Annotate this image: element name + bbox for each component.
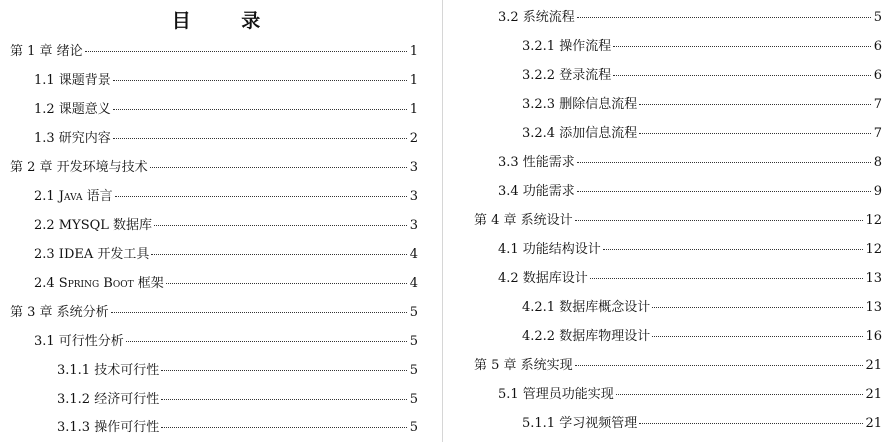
toc-entry-text: 第 2 章 开发环境与技术 (10, 160, 148, 175)
toc-entry-subsection[interactable] (57, 418, 418, 438)
toc-page-number: 2 (409, 131, 418, 146)
toc-leader-dots (613, 75, 871, 76)
toc-entry-text: 1.2 课题意义 (34, 102, 111, 117)
toc-entry-subsection[interactable] (57, 390, 418, 410)
toc-entry-text: 第 3 章 系统分析 (10, 305, 109, 320)
toc-entry-section[interactable] (34, 129, 418, 149)
toc-leader-dots (85, 51, 407, 52)
toc-leader-dots (150, 167, 407, 168)
toc-leader-dots (113, 138, 407, 139)
toc-leader-dots (575, 365, 864, 366)
toc-page-number: 5 (409, 363, 418, 378)
toc-leader-dots (577, 162, 871, 163)
toc-leader-dots (652, 336, 863, 337)
toc-leader-dots (639, 423, 863, 424)
toc-entry-text: 2.2 MYSQL 数据库 (34, 218, 153, 233)
toc-entry-chapter[interactable] (10, 303, 418, 323)
toc-entry-text: 3.2.3 删除信息流程 (522, 97, 638, 112)
toc-page-number: 12 (865, 213, 882, 228)
toc-page-number: 1 (409, 73, 418, 88)
toc-entry-text: 3.1.2 经济可行性 (57, 392, 160, 407)
toc-page-number: 13 (865, 300, 882, 315)
toc-entry-section[interactable] (498, 182, 882, 202)
toc-entry-text: 3.4 功能需求 (498, 184, 575, 199)
toc-leader-dots (577, 17, 871, 18)
toc-page-number: 5 (409, 392, 418, 407)
toc-entry-text: 4.2 数据库设计 (498, 271, 588, 286)
toc-entry-subsection[interactable] (522, 66, 882, 86)
toc-page-number: 3 (409, 160, 418, 175)
toc-entry-chapter[interactable] (474, 356, 882, 376)
toc-entry-section[interactable] (498, 8, 882, 28)
toc-page-number: 13 (865, 271, 882, 286)
toc-page-left (0, 0, 432, 442)
toc-leader-dots (590, 278, 864, 279)
toc-entry-text: 3.1.1 技术可行性 (57, 363, 160, 378)
toc-leader-dots (161, 370, 407, 371)
toc-leader-dots (161, 399, 407, 400)
toc-leader-dots (161, 427, 407, 428)
toc-page-number: 21 (865, 358, 882, 373)
page-divider (442, 0, 443, 442)
toc-entry-subsection[interactable] (522, 124, 882, 144)
toc-entry-subsection[interactable] (522, 298, 882, 318)
toc-leader-dots (575, 220, 864, 221)
toc-leader-dots (613, 46, 871, 47)
toc-page-number: 21 (865, 387, 882, 402)
toc-leader-dots (652, 307, 863, 308)
toc-entry-text: 3.1.3 操作可行性 (57, 420, 160, 435)
toc-leader-dots (113, 109, 407, 110)
toc-entry-section[interactable] (34, 274, 418, 294)
toc-entry-section[interactable] (34, 216, 418, 236)
toc-page-number: 21 (865, 416, 882, 431)
toc-page-number: 7 (873, 126, 882, 141)
toc-entry-chapter[interactable] (10, 42, 418, 62)
toc-page-number: 5 (409, 334, 418, 349)
toc-page-number: 9 (873, 184, 882, 199)
toc-entry-text: 第 4 章 系统设计 (474, 213, 573, 228)
toc-entry-text: 2.1 Java 语言 (34, 189, 113, 204)
toc-leader-dots (115, 196, 407, 197)
toc-page-number: 5 (409, 420, 418, 435)
toc-entry-text: 3.2.2 登录流程 (522, 68, 612, 83)
toc-page-number: 1 (409, 102, 418, 117)
toc-page-number: 7 (873, 97, 882, 112)
toc-entry-section[interactable] (498, 153, 882, 173)
toc-entry-section[interactable] (498, 385, 882, 405)
toc-entry-text: 5.1.1 学习视频管理 (522, 416, 638, 431)
toc-leader-dots (166, 283, 407, 284)
toc-entry-chapter[interactable] (474, 211, 882, 231)
toc-leader-dots (154, 225, 407, 226)
toc-entry-subsection[interactable] (522, 95, 882, 115)
toc-entry-text: 3.2.4 添加信息流程 (522, 126, 638, 141)
toc-entry-chapter[interactable] (10, 158, 418, 178)
toc-entry-section[interactable] (498, 269, 882, 289)
toc-title: 目 录 (171, 10, 283, 32)
toc-page-right (452, 0, 888, 442)
toc-leader-dots (577, 191, 871, 192)
toc-entry-text: 3.2.1 操作流程 (522, 39, 612, 54)
toc-leader-dots (113, 80, 407, 81)
toc-entry-text: 3.2 系统流程 (498, 10, 575, 25)
toc-entry-text: 第 1 章 绪论 (10, 44, 83, 59)
toc-page-number: 4 (409, 276, 418, 291)
toc-entry-section[interactable] (34, 332, 418, 352)
toc-page-number: 12 (865, 242, 882, 257)
toc-leader-dots (126, 341, 407, 342)
toc-entry-section[interactable] (34, 245, 418, 265)
toc-entry-section[interactable] (498, 240, 882, 260)
toc-page-number: 5 (409, 305, 418, 320)
toc-entry-text: 3.1 可行性分析 (34, 334, 124, 349)
toc-leader-dots (151, 254, 407, 255)
toc-entry-text: 4.1 功能结构设计 (498, 242, 601, 257)
toc-page-number: 3 (409, 218, 418, 233)
toc-entry-text: 4.2.1 数据库概念设计 (522, 300, 651, 315)
toc-entry-section[interactable] (34, 71, 418, 91)
toc-leader-dots (639, 133, 871, 134)
toc-page-number: 6 (873, 39, 882, 54)
toc-entry-section[interactable] (34, 187, 418, 207)
toc-entry-text: 4.2.2 数据库物理设计 (522, 329, 651, 344)
toc-entry-text: 2.4 Spring Boot 框架 (34, 276, 164, 291)
toc-page-number: 1 (409, 44, 418, 59)
toc-page-number: 16 (865, 329, 882, 344)
toc-entry-section[interactable] (34, 100, 418, 120)
toc-entry-text: 5.1 管理员功能实现 (498, 387, 614, 402)
toc-page-number: 5 (873, 10, 882, 25)
toc-entry-text: 3.3 性能需求 (498, 155, 575, 170)
toc-page-number: 4 (409, 247, 418, 262)
toc-page-number: 8 (873, 155, 882, 170)
toc-entry-text: 第 5 章 系统实现 (474, 358, 573, 373)
toc-entry-text: 1.1 课题背景 (34, 73, 111, 88)
toc-entry-subsection[interactable] (522, 327, 882, 347)
toc-entry-text: 2.3 IDEA 开发工具 (34, 247, 150, 262)
toc-entry-subsection[interactable] (522, 37, 882, 57)
toc-entry-subsection[interactable] (57, 361, 418, 381)
toc-leader-dots (616, 394, 864, 395)
toc-entry-text: 1.3 研究内容 (34, 131, 111, 146)
toc-page-number: 6 (873, 68, 882, 83)
toc-leader-dots (111, 312, 407, 313)
toc-leader-dots (603, 249, 864, 250)
toc-leader-dots (639, 104, 871, 105)
toc-entry-subsection[interactable] (522, 414, 882, 434)
toc-page-number: 3 (409, 189, 418, 204)
